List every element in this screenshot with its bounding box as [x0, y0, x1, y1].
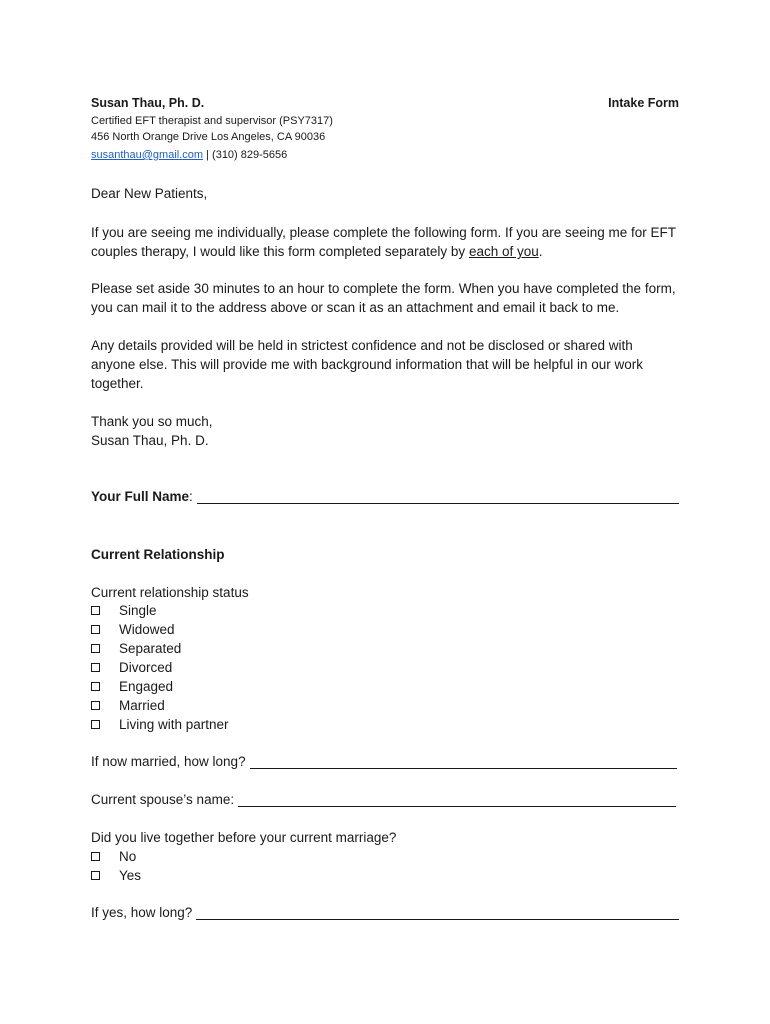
married-how-long-input-line[interactable] — [250, 753, 677, 769]
spouse-name-label: Current spouse’s name: — [91, 792, 235, 807]
spouse-name-field[interactable] — [91, 791, 676, 807]
checkbox-icon[interactable] — [91, 625, 100, 634]
status-option-divorced[interactable] — [91, 658, 229, 677]
option-label: Engaged — [119, 679, 174, 694]
option-label: Single — [119, 603, 157, 618]
status-option-married[interactable] — [91, 696, 229, 715]
full-name-field[interactable] — [91, 488, 679, 504]
lived-together-question: Did you live together before your current marriage? — [91, 830, 397, 845]
contact-line — [91, 147, 287, 163]
option-label: Married — [119, 698, 165, 713]
checkbox-icon[interactable] — [91, 644, 100, 653]
checkbox-icon[interactable] — [91, 663, 100, 672]
closing: Thank you so much, — [91, 414, 213, 429]
section-title: Current Relationship — [91, 547, 225, 562]
paragraph-1-end: . — [538, 244, 543, 259]
spouse-name-input-line[interactable] — [238, 791, 676, 807]
status-option-engaged[interactable] — [91, 677, 229, 696]
phone: | (310) 829-5656 — [203, 149, 288, 161]
option-label: Yes — [119, 868, 142, 883]
option-label: No — [119, 849, 137, 864]
address: 456 North Orange Drive Los Angeles, CA 90036 — [91, 131, 326, 143]
credentials: Certified EFT therapist and supervisor (PSY7317) — [91, 115, 333, 127]
status-option-single[interactable] — [91, 601, 229, 620]
married-how-long-label: If now married, how long? — [91, 754, 246, 769]
checkbox-icon[interactable] — [91, 682, 100, 691]
signature: Susan Thau, Ph. D. — [91, 433, 209, 448]
greeting: Dear New Patients, — [91, 186, 208, 201]
lived-together-options — [91, 847, 141, 885]
status-option-separated[interactable] — [91, 639, 229, 658]
if-yes-how-long-input-line[interactable] — [196, 904, 679, 920]
therapist-name: Susan Thau, Ph. D. — [91, 96, 205, 110]
option-label: Separated — [119, 641, 182, 656]
form-title: Intake Form — [608, 96, 679, 110]
full-name-colon: : — [189, 489, 193, 504]
paragraph-1-text: If you are seeing me individually, please complete the following form. If you are seeing me for EFT couples therapy, I would like this form completed separately by — [91, 225, 676, 259]
lived-together-option-no[interactable] — [91, 847, 141, 866]
paragraph-1-emphasis: each of you — [468, 244, 539, 259]
checkbox-icon[interactable] — [91, 852, 100, 861]
paragraph-3: Any details provided will be held in strictest confidence and not be disclosed or shared with anyone else. This will provide me with background information that will be helpful in our work together. — [91, 338, 644, 391]
full-name-input-line[interactable] — [197, 488, 679, 504]
status-options — [91, 601, 229, 734]
paragraph-1 — [91, 223, 679, 261]
option-label: Divorced — [119, 660, 173, 675]
checkbox-icon[interactable] — [91, 871, 100, 880]
checkbox-icon[interactable] — [91, 701, 100, 710]
paragraph-2: Please set aside 30 minutes to an hour to complete the form. When you have completed the form, you can mail it to the address above or scan it as an attachment and email it back to me. — [91, 281, 676, 315]
status-label: Current relationship status — [91, 585, 249, 600]
checkbox-icon[interactable] — [91, 720, 100, 729]
email-link[interactable]: susanthau@gmail.com — [91, 149, 204, 161]
full-name-label: Your Full Name — [91, 489, 190, 504]
status-option-living-with-partner[interactable] — [91, 715, 229, 734]
option-label: Widowed — [119, 622, 175, 637]
status-option-widowed[interactable] — [91, 620, 229, 639]
checkbox-icon[interactable] — [91, 606, 100, 615]
married-how-long-field[interactable] — [91, 753, 677, 769]
option-label: Living with partner — [119, 717, 229, 732]
lived-together-option-yes[interactable] — [91, 866, 141, 885]
if-yes-how-long-field[interactable] — [91, 904, 679, 920]
if-yes-how-long-label: If yes, how long? — [91, 905, 193, 920]
